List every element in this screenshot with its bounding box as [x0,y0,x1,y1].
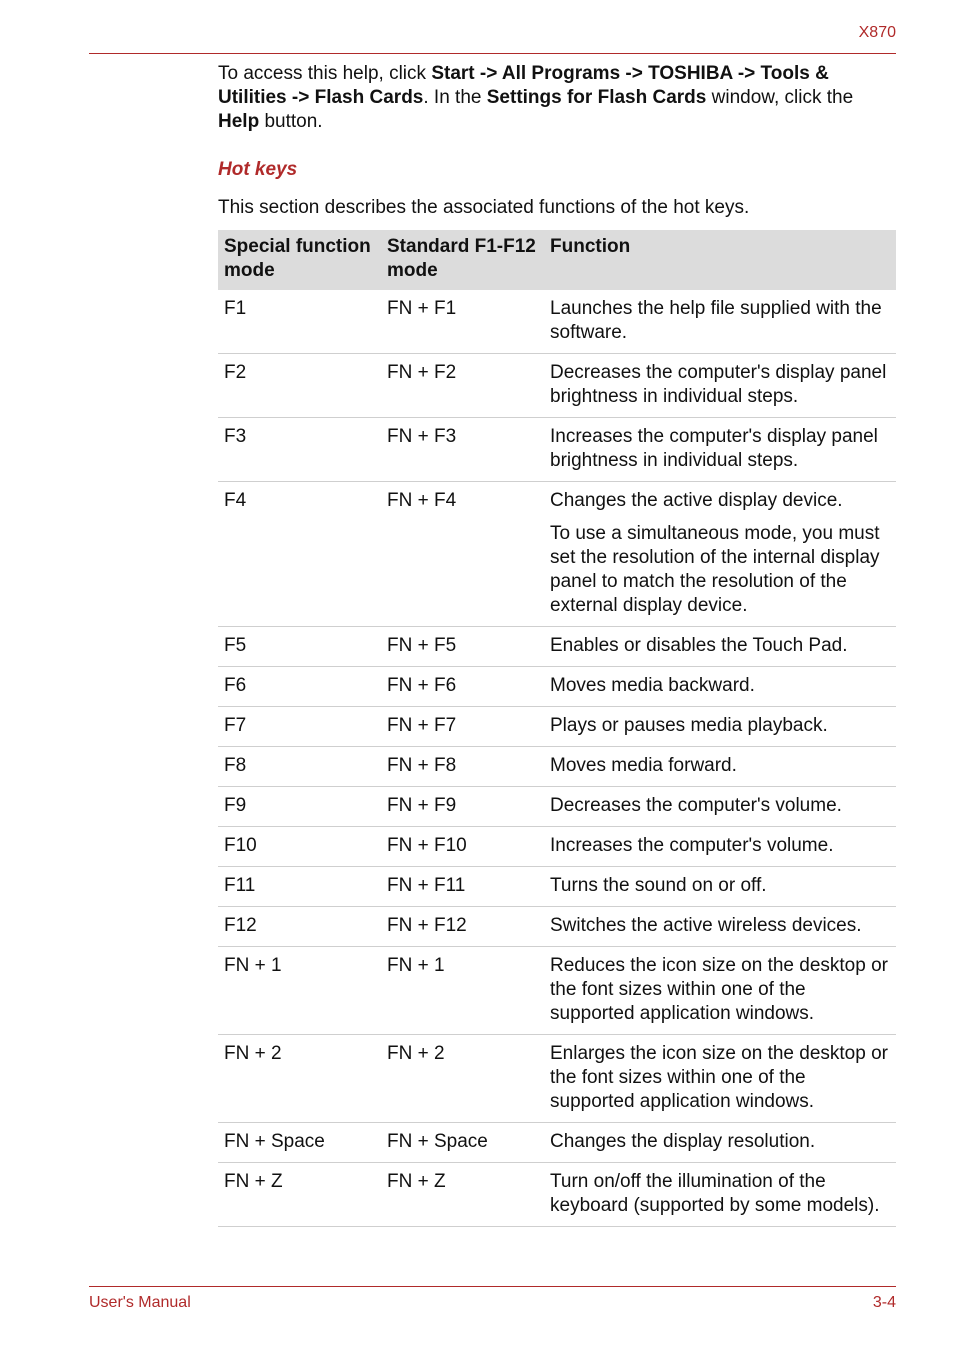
cell-function [544,747,896,787]
cell-function [544,1035,896,1123]
function-description: Turn on/off the illumination of the keyboard (supported by some models). [550,1171,880,1216]
table-row [218,1123,896,1163]
function-description: Decreases the computer's display panel brightness in individual steps. [550,362,887,407]
table-row [218,827,896,867]
intro-text: . In the [423,87,487,108]
cell-function [544,907,896,947]
cell-standard-key: FN + F1 [381,290,544,354]
page-number: 3-4 [872,1294,896,1311]
column-header-function: Function [544,230,896,290]
cell-special-key: F8 [218,747,381,787]
cell-special-key: FN + 1 [218,947,381,1035]
table-row [218,290,896,354]
function-description: Changes the display resolution. [550,1131,816,1152]
intro-menu-path: Start -> All Programs -> TOSHIBA -> Tools & Utilities -> Flash Cards [218,63,829,108]
function-description: To use a simultaneous mode, you must set the resolution of the internal display panel to match the resolution of the external display device. [550,523,880,616]
cell-function [544,290,896,354]
cell-special-key: F7 [218,707,381,747]
cell-function [544,418,896,482]
cell-special-key: F4 [218,482,381,627]
column-header-standard: Standard F1-F12 mode [381,230,544,290]
cell-standard-key: FN + F12 [381,907,544,947]
function-description: Moves media forward. [550,755,737,776]
intro-text: To access this help, click [218,63,432,84]
table-row [218,418,896,482]
cell-function [544,1123,896,1163]
function-description: Enables or disables the Touch Pad. [550,635,848,656]
cell-special-key: F12 [218,907,381,947]
cell-function [544,627,896,667]
cell-function [544,787,896,827]
cell-special-key: FN + Space [218,1123,381,1163]
table-row [218,627,896,667]
header-rule [89,53,896,54]
section-heading: Hot keys [218,159,298,180]
cell-standard-key: FN + F6 [381,667,544,707]
intro-text: window, click the [706,87,854,108]
intro-button-name: Help [218,111,260,132]
function-description: Turns the sound on or off. [550,875,767,896]
table-row [218,1035,896,1123]
cell-standard-key: FN + Z [381,1163,544,1227]
document-model-label: X870 [858,24,896,41]
cell-special-key: F9 [218,787,381,827]
cell-standard-key: FN + F10 [381,827,544,867]
cell-function [544,482,896,627]
table-row [218,787,896,827]
cell-function [544,667,896,707]
table-body [218,290,896,1227]
cell-function [544,947,896,1035]
cell-standard-key: FN + F9 [381,787,544,827]
cell-function [544,1163,896,1227]
cell-special-key: F6 [218,667,381,707]
table-row [218,1163,896,1227]
cell-standard-key: FN + 2 [381,1035,544,1123]
cell-special-key: F10 [218,827,381,867]
cell-function [544,867,896,907]
cell-special-key: F5 [218,627,381,667]
table-row [218,482,896,627]
cell-special-key: FN + Z [218,1163,381,1227]
cell-standard-key: FN + F5 [381,627,544,667]
table-row [218,907,896,947]
cell-special-key: F3 [218,418,381,482]
table-row [218,867,896,907]
table-header-row [218,230,896,290]
table-row [218,667,896,707]
function-description: Reduces the icon size on the desktop or the font sizes within one of the supported application windows. [550,955,888,1024]
footer-rule [89,1286,896,1287]
function-description: Switches the active wireless devices. [550,915,862,936]
intro-text: button. [259,111,323,132]
cell-standard-key: FN + F11 [381,867,544,907]
intro-paragraph [218,62,896,134]
section-description: This section describes the associated functions of the hot keys. [218,197,750,218]
cell-standard-key: FN + 1 [381,947,544,1035]
function-description: Launches the help file supplied with the software. [550,298,882,343]
function-description: Increases the computer's display panel brightness in individual steps. [550,426,878,471]
footer-manual-title: User's Manual [89,1294,191,1311]
cell-standard-key: FN + Space [381,1123,544,1163]
table-row [218,747,896,787]
hotkeys-table [218,230,896,1227]
table-row [218,947,896,1035]
cell-special-key: F11 [218,867,381,907]
table-row [218,707,896,747]
cell-standard-key: FN + F8 [381,747,544,787]
cell-function [544,707,896,747]
cell-standard-key: FN + F2 [381,354,544,418]
intro-window-name: Settings for Flash Cards [486,87,707,108]
cell-function [544,354,896,418]
cell-standard-key: FN + F7 [381,707,544,747]
cell-function [544,827,896,867]
function-description: Moves media backward. [550,675,755,696]
function-description: Decreases the computer's volume. [550,795,842,816]
cell-special-key: F2 [218,354,381,418]
cell-standard-key: FN + F4 [381,482,544,627]
cell-special-key: F1 [218,290,381,354]
page-content [218,62,896,1227]
cell-special-key: FN + 2 [218,1035,381,1123]
function-description: Plays or pauses media playback. [550,715,828,736]
cell-standard-key: FN + F3 [381,418,544,482]
function-description: Increases the computer's volume. [550,835,834,856]
column-header-special: Special function mode [218,230,381,290]
function-description: Changes the active display device. [550,490,843,511]
table-row [218,354,896,418]
function-description: Enlarges the icon size on the desktop or the font sizes within one of the supported application windows. [550,1043,888,1112]
